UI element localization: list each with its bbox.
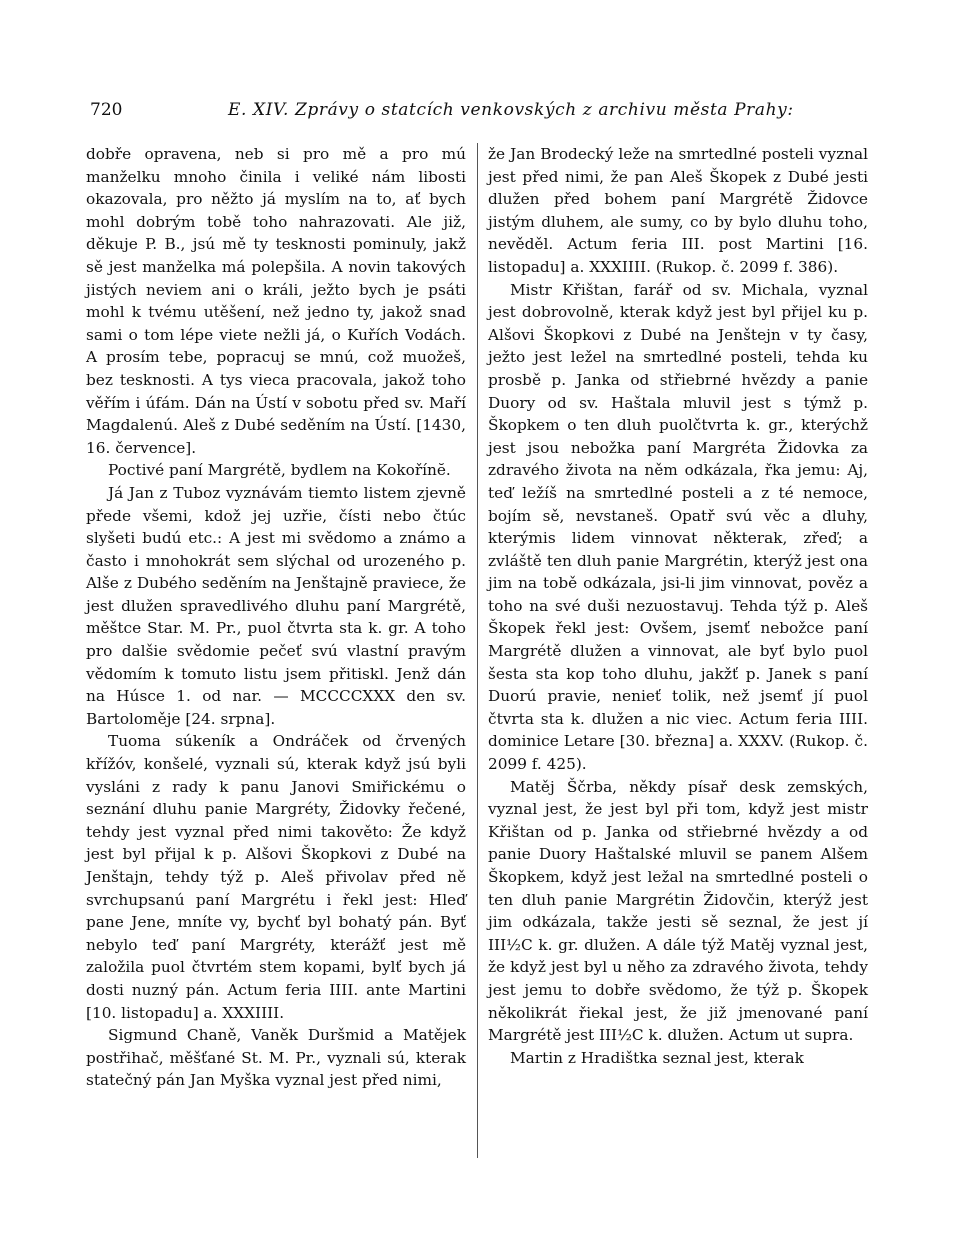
left-column <box>86 143 466 1092</box>
paragraph: dobře opravena, neb si pro mě a pro mú manželku mnoho činila i veliké nám libosti okazovala, pro něžto já myslím na to, ať bych mohl dobrým tobě toho nahrazovati. Ale již, děkuje P. B., jsú mě ty tesknosti pominuly, jakž sě jest manželka má polepšila. A novin takových jistých neviem ani o králi, ježto bych je psáti mohl k tvému utěšení, než jedno ty, jakož snad sami o tom lépe viete nežli já, o Kuřích Vodách. A prosím tebe, popracuj se mnú, což muožeš, bez tesknosti. A tys vieca pracovala, jakož toho věřím i úfám. Dán na Ústí v sobotu před sv. Maří Magdalenú. Aleš z Dubé seděním na Ústí. [1430, 16. července]. <box>86 145 466 457</box>
paragraph: Já Jan z Tuboz vyznávám tiemto listem zjevně přede všemi, kdož jej uzřie, čísti nebo čtúc slyšeti budú etc.: A jest mi svědomo a známo a často i mnohokrát sem slýchal od urozeného p. Alše z Dubého seděním na Jenštajně praviece, že jest dlužen spravedlivého dluhu paní Margrétě, měštce Star. M. Pr., puol čtvrta sta k. gr. A toho pro dalšie svědomie pečeť svú vlastní pravým vědomím k tomuto listu jsem přitiskl. Jenž dán na Húsce 1. od nar. — MCCCCXXX den sv. Bartoloměje [24. srpna]. <box>86 483 466 728</box>
paragraph: Poctivé paní Margrétě, bydlem na Kokořínĕ. <box>108 461 451 480</box>
paragraph: Tuoma súkeník a Ondráček od črvených křížóv, konšelé, vyznali sú, kterak když jsú byli vysláni z rady k panu Janovi Smiřickému o seznání dluhu panie Margréty, Židovky řečené, tehdy jest vyznal před nimi takověto: Že když jest byl přijal k p. Alšovi Škopkovi z Dubé na Jenštajn, tehdy týž p. Aleš přivolav před ně svrchupsanú paní Margrétu i řekl jest: Hleď pane Jene, mníte vy, bychť byl bohatý pán. Byť nebylo teď paní Margréty, kterážť jest mě založila puol čtvrtém stem kopami, bylť bych já dosti nuzný pán. Actum feria IIII. ante Martini [10. listopadu] a. XXXIIII. <box>86 732 466 1022</box>
right-column <box>488 143 868 1069</box>
paragraph: že Jan Brodecký leže na smrtedlné posteli vyznal jest před nimi, že pan Aleš Škopek z Dubé jesti dlužen před bohem paní Margrétě Židovce jistým dluhem, ale sumy, co by bylo dluhu toho, nevěděl. Actum feria III. post Martini [16. listopadu] a. XXXIIII. (Rukop. č. 2099 f. 386). <box>488 145 868 276</box>
running-header <box>90 100 870 128</box>
paragraph: Sigmund Chaně, Vaněk Duršmid a Matějek postřihač, měšťané St. M. Pr., vyznali sú, kterak statečný pán Jan Myška vyznal jest před nimi, <box>86 1026 466 1090</box>
column-divider <box>477 143 478 1158</box>
paragraph: Martin z Hradištka seznal jest, kterak <box>510 1048 804 1067</box>
page-number: 720 <box>90 100 123 120</box>
paragraph: Matěj Ščrba, někdy písař desk zemských, vyznal jest, že jest byl při tom, když jest mistr Křištan od p. Janka od střiebrné hvězdy a od panie Duory Haštalské mluvil se panem Alšem Škopkem, když jest ležal na smrtedlné posteli o ten dluh panie Margrétin Židovčin, kterýž jest jim odkázala, takže jesti sě seznal, že jest jí III½C k. gr. dlužen. A dále týž Matěj vyznal jest, že když jest byl u něho za zdravého života, tehdy jest jemu to dobře svědomo, že týž p. Škopek několikrát řiekal jest, že již jmenované paní Margrétě jest III½C k. dlužen. Actum ut supra. <box>488 777 868 1045</box>
paragraph: Mistr Křištan, farář od sv. Michala, vyznal jest dobrovolně, kterak když jest byl přijel ku p. Alšovi Škopkovi z Dubé na Jenštejn v ty časy, ježto jest ležel na smrtedlné posteli, tehda ku prosbě p. Janka od střiebrné hvězdy a panie Duory od sv. Haštala mluvil jest s týmž p. Škopkem o ten dluh puolčtvrta k. gr., kterýchž jest jsou nebožka paní Margréta Židovka za zdravého života na něm odkázala, řka jemu: Aj, teď ležíš na smrtedlné posteli a z té nemoce, bojím sě, nevstaneš. Opatř svú věc a dluhy, kterýmis lidem vinnovat některak, zřeď; a zvláště ten dluh panie Margrétin, kterýž jest ona jim na tobě odkázala, jsi-li jim vinnovat, pověz a toho na své duši nezuostavuj. Tehda týž p. Aleš Škopek řekl jest: Ovšem, jsemť nebožce paní Margrétě dlužen a vinnovat, ale byť bylo puol šesta sta kop toho dluhu, jakžť p. Janek s paní Duorú pravie, nenieť tolik, než jsemť jí puol čtvrta sta k. dlužen a nic viec. Actum feria IIII. dominice Letare [30. března] a. XXXV. (Rukop. č. 2099 f. 425). <box>488 280 868 774</box>
running-title: E. XIV. Zprávy o statcích venkovských z archivu města Prahy: <box>228 100 794 120</box>
